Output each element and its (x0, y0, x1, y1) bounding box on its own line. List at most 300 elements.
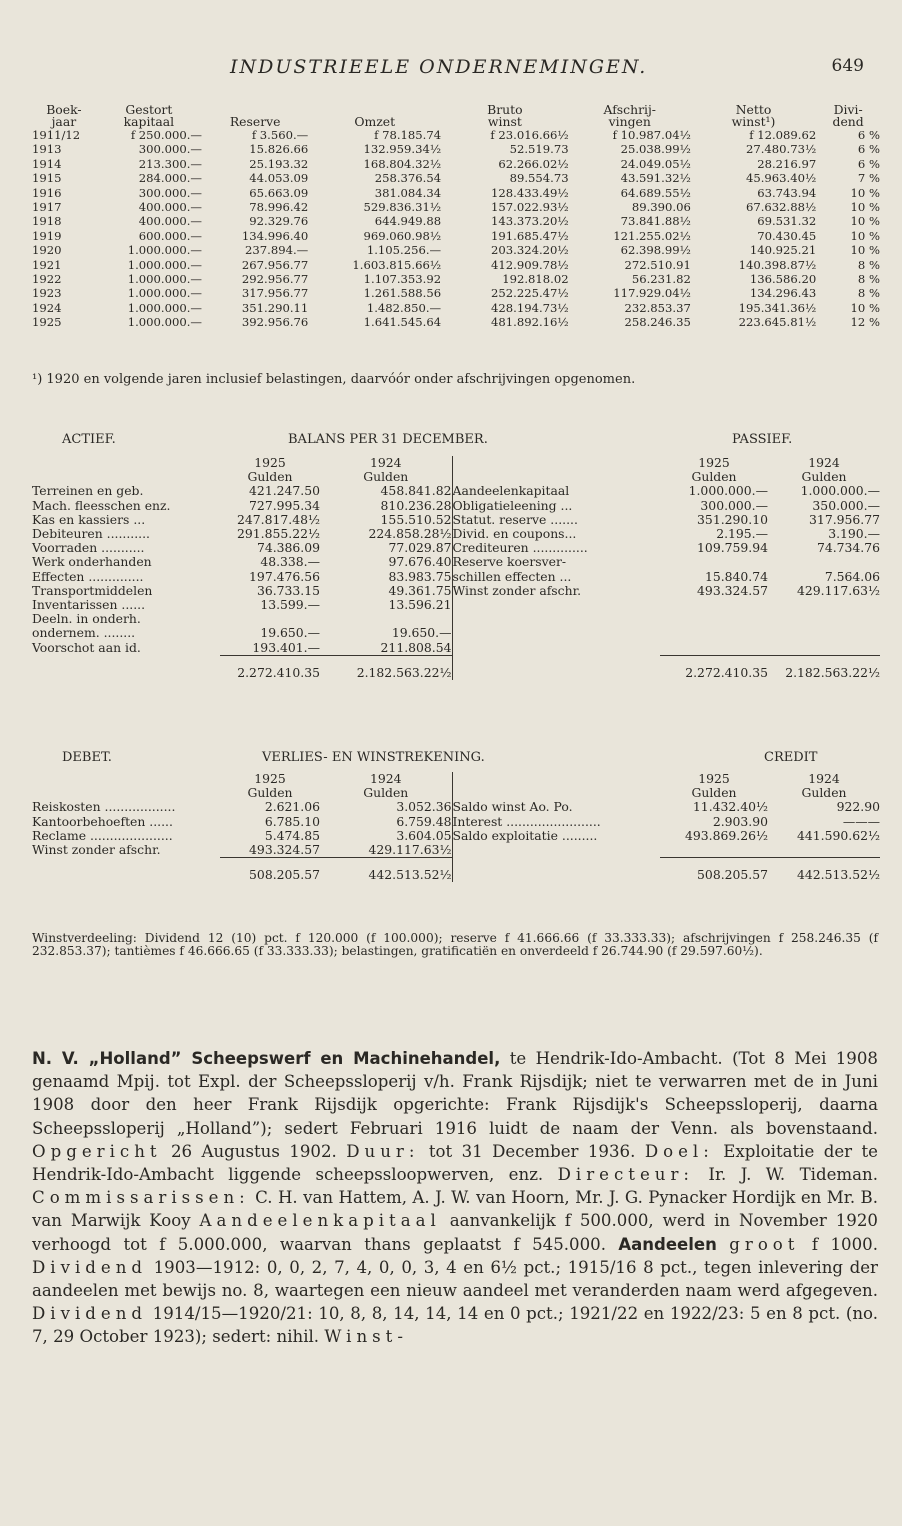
table-row (32, 858, 880, 883)
account-label: Crediteuren .............. (452, 541, 660, 555)
actief-label: ACTIEF. (62, 432, 116, 447)
amount: 1.000.000.— (800, 483, 880, 499)
amount: 317.956.77 (809, 511, 880, 527)
account-label: Inventarissen ...... (32, 597, 146, 613)
column-header: Boek- jaar (46, 102, 82, 129)
spacer (452, 456, 660, 470)
passief-label: PASSIEF. (732, 432, 793, 447)
entry-text: 26 Augustus 1902. (161, 1141, 347, 1161)
amount: 11.432.40½ (692, 799, 768, 815)
keyword-groot: groot (729, 1234, 800, 1254)
account-label: Saldo winst Ao. Po. (452, 800, 660, 814)
table-cell: 400.000.— (138, 214, 203, 229)
amount: 193.401.— (252, 639, 320, 655)
amount: 48.338.— (260, 554, 320, 570)
spacer (32, 858, 220, 883)
spacer (32, 772, 220, 786)
amount: 155.510.52 (380, 511, 452, 527)
account-label: Kantoorbehoeften ...... (32, 813, 173, 829)
total-amount: 442.513.52½ (320, 858, 452, 883)
spacer (452, 786, 660, 800)
table-row (32, 315, 880, 329)
entry-text: f 1000. (799, 1234, 878, 1254)
table-row (32, 200, 880, 214)
verlies-heading (32, 750, 878, 768)
table-cell: 1.105.256.— (366, 243, 442, 258)
year-header: 1924 (808, 771, 840, 786)
entry-text: C. H. van Hattem, A. J. W. van Hoorn, Mr. J. G. Pynacker Hordijk en Mr. B. van Marwijk Kooy (32, 1188, 878, 1231)
table-cell: 1924 (32, 300, 62, 315)
table-cell: 134.296.43 (749, 286, 817, 301)
spacer (452, 772, 660, 786)
account-label: Mach. fleesschen enz. (32, 497, 171, 513)
account-label: Aandeelenkapitaal (452, 484, 660, 498)
table-cell: 252.225.47½ (491, 286, 569, 301)
table-cell: 10 % (850, 200, 880, 215)
unit-header: Gulden (247, 785, 293, 801)
amount: 197.476.56 (249, 568, 320, 584)
spacer (32, 786, 220, 800)
table-row (32, 286, 880, 300)
table-cell: 1.000.000.— (127, 300, 203, 315)
column-header: Bruto winst (487, 102, 523, 129)
table-cell: 1.603.815.66½ (352, 257, 442, 272)
table-cell: 6 % (857, 142, 880, 157)
table-cell: 412.909.78½ (491, 257, 569, 272)
amount: 247.817.48½ (237, 511, 320, 527)
year-header: 1924 (369, 455, 402, 470)
amount: 6.759.48 (396, 813, 452, 829)
spacer (660, 612, 768, 626)
year-header: 1924 (369, 771, 402, 786)
keyword-doel: Doel: (644, 1141, 714, 1161)
table-cell: 7 % (857, 171, 880, 186)
table-cell: 1922 (32, 272, 62, 287)
table-cell: 10 % (850, 214, 880, 229)
table-cell: 69.531.32 (757, 214, 817, 229)
spacer (32, 655, 220, 680)
table-cell: 56.231.82 (631, 272, 691, 287)
table-cell: 62.266.02½ (498, 156, 569, 171)
table-cell: 1.641.545.64 (363, 315, 442, 330)
amount: 441.590.62½ (797, 827, 880, 843)
financial-history-table (32, 104, 880, 330)
table-cell: 213.300.— (138, 156, 203, 171)
amount: 2.621.06 (264, 799, 320, 815)
amount (320, 612, 452, 626)
account-label: Kas en kassiers ... (32, 511, 146, 527)
table-cell: 89.390.06 (631, 200, 691, 215)
table-cell: 1913 (32, 142, 62, 157)
table-row (32, 258, 880, 272)
table-row (32, 171, 880, 185)
entry-text: Exploitatie der te Hendrik-Ido-Ambacht liggende scheepssloopwerven, enz. (32, 1141, 878, 1185)
amount: 922.90 (836, 799, 880, 815)
table-cell: 27.480.73½ (745, 142, 817, 157)
verlies-table (32, 772, 880, 882)
table-cell: 1919 (32, 228, 62, 243)
table-cell: 267.956.77 (241, 257, 309, 272)
entry-text: te Hendrik-Ido-Ambacht. (Tot 8 Mei 1908 genaamd Mpij. tot Expl. der Scheepssloperij v/h. Frank Rijsdijk; niet te verwarren met de in Juni 1908 door den heer Frank Rijsdijk opgerichte: Frank Rijsdijk's Scheepssloperij, daarna Scheepssloperij „Holland”); sedert Februari 1916 luidt de naam der Venn. als bovenstaand. (32, 1049, 878, 1138)
table-cell: 191.685.47½ (491, 228, 569, 243)
amount: 77.029.87 (388, 540, 452, 556)
table-cell: 1.107.353.92 (363, 272, 442, 287)
table-cell: 392.956.76 (241, 315, 309, 330)
table-row (32, 157, 880, 171)
table-cell: 10 % (850, 300, 880, 315)
table-row (32, 301, 880, 315)
table-cell: 1.000.000.— (127, 257, 203, 272)
total-amount: 2.272.410.35 (660, 655, 768, 680)
amount: 429.117.63½ (797, 582, 880, 598)
account-label: Reclame ..................... (32, 827, 173, 843)
table-cell: 168.804.32½ (363, 156, 442, 171)
balans-table (32, 456, 880, 680)
table-row (32, 584, 880, 598)
table-row (32, 513, 880, 527)
table-cell: f 78.185.74 (374, 128, 442, 142)
account-label: Saldo exploitatie ......... (452, 829, 660, 843)
table-cell: 140.925.21 (749, 243, 817, 258)
amount: 13.596.21 (388, 597, 452, 613)
table-cell: 44.053.09 (249, 171, 309, 186)
table-row (32, 655, 880, 680)
keyword-duur: Duur: (346, 1141, 420, 1161)
entry-text: 1903—1912: 0, 0, 2, 7, 4, 0, 0, 3, 4 en 6½ pct.; 1915/16 8 pct., tegen inlevering der aandeelen met bewijs no. 8, waartegen een nieuw aandeel met veranderden naam werd afgegeven. (32, 1257, 878, 1301)
winstverdeeling: Winstverdeeling: Dividend 12 (10) pct. f 120.000 (f 100.000); reserve f 41.666.66 (f 33.333.33); afschrijvingen f 258.246.35 (f 232.853.37); tantièmes f 46.666.65 (f 33.333.33); belastingen, gratificatiën en onverdeeld f 26.744.90 (f 29.597.60½). (32, 931, 878, 959)
entry-text: 1914/15—1920/21: 10, 8, 8, 14, 14, 14 en 0 pct.; 1921/22 en 1922/23: 5 en 8 pct. (no. 7, 29 October 1923); sedert: nihil. (32, 1304, 878, 1347)
account-label: Terreinen en geb. (32, 483, 144, 499)
keyword-aandeelen: Aandeelen (618, 1234, 717, 1254)
table-row (32, 555, 880, 569)
table-cell: 12 % (850, 315, 880, 330)
column-header: Afschrij- vingen (603, 102, 656, 129)
table-cell: 140.398.87½ (738, 257, 817, 272)
unit-header: Gulden (691, 785, 737, 801)
running-title: INDUSTRIEELE ONDERNEMINGEN. (230, 56, 648, 78)
spacer (660, 641, 768, 656)
table-cell: 67.632.88½ (745, 200, 817, 215)
company-entry (32, 1047, 878, 1349)
table-cell: 258.246.35 (624, 315, 691, 330)
spacer (452, 626, 660, 640)
spacer (452, 843, 660, 858)
balans-heading (32, 432, 878, 450)
account-label: Voorraden ........... (32, 540, 145, 556)
amount: 2.903.90 (712, 813, 768, 829)
table-cell: 62.398.99½ (620, 243, 691, 258)
table-cell: f 3.560.— (251, 128, 309, 142)
table-row (32, 800, 880, 814)
total-amount: 508.205.57 (660, 858, 768, 883)
account-label: Effecten .............. (32, 568, 144, 584)
table-row (32, 815, 880, 829)
table-row (32, 843, 880, 858)
amount: 83.983.75 (388, 568, 452, 584)
unit-header: Gulden (801, 469, 847, 485)
table-row (32, 829, 880, 843)
spacer (452, 612, 660, 626)
account-label: Interest ........................ (452, 815, 660, 829)
entry-text: Ir. J. W. Tideman. (693, 1165, 878, 1185)
keyword-dividend: Dividend (32, 1304, 148, 1324)
amount: 3.190.— (828, 526, 880, 542)
company-name: N. V. „Holland” Scheepswerf en Machinehandel, (32, 1049, 501, 1068)
table-cell: 121.255.02½ (613, 228, 691, 243)
unit-header: Gulden (363, 785, 409, 801)
table-cell: 1.482.850.— (366, 300, 442, 315)
account-label: Reserve koersver- (452, 555, 660, 569)
balans-title: BALANS PER 31 DECEMBER. (288, 432, 488, 447)
table-row (32, 484, 880, 498)
total-amount: 508.205.57 (220, 858, 320, 883)
table-cell: 1923 (32, 286, 62, 301)
amount: 2.195.— (716, 526, 768, 542)
page-number: 649 (831, 56, 864, 76)
year-header: 1924 (808, 455, 840, 470)
table-cell: 529.836.31½ (363, 200, 442, 215)
table-cell: 73.841.88½ (620, 214, 691, 229)
table-cell: 70.430.45 (757, 228, 817, 243)
year-header: 1925 (254, 771, 286, 786)
amount: 6.785.10 (264, 813, 320, 829)
table-cell: f 10.987.04½ (612, 128, 691, 142)
table-cell: 428.194.73½ (491, 300, 569, 315)
spacer (452, 655, 660, 680)
table-cell: 1914 (32, 156, 62, 171)
table-cell: 400.000.— (138, 200, 203, 215)
table-cell: 24.049.05½ (620, 156, 691, 171)
table-cell: 284.000.— (138, 171, 203, 186)
running-header (0, 56, 902, 86)
table-cell: 969.060.98½ (363, 228, 442, 243)
table-cell: 136.586.20 (749, 272, 817, 287)
table-cell: 134.996.40 (241, 228, 309, 243)
table-cell: 63.743.94 (757, 185, 817, 200)
amount: 74.386.09 (256, 540, 320, 556)
account-label: schillen effecten ... (452, 570, 660, 584)
amount: 350.000.— (812, 497, 880, 513)
amount (220, 612, 320, 626)
table-cell: 203.324.20½ (491, 243, 569, 258)
table-cell: 300.000.— (138, 142, 203, 157)
table-cell: 300.000.— (138, 185, 203, 200)
table-row (32, 598, 880, 612)
table-cell: 157.022.93½ (491, 200, 569, 215)
account-label: Voorschot aan id. (32, 639, 141, 655)
account-label: Transportmiddelen (32, 582, 153, 598)
account-label: Deeln. in onderh. (32, 611, 141, 627)
table-cell: 1917 (32, 200, 62, 215)
keyword-dividend: Dividend (32, 1257, 148, 1277)
keyword-winst: Winst- (324, 1327, 408, 1347)
table-cell: 43.591.32½ (620, 171, 691, 186)
column-header: Reserve (229, 114, 281, 129)
account-label: Debiteuren ........... (32, 526, 150, 542)
table-cell: 1925 (32, 315, 62, 330)
table-cell: 317.956.77 (241, 286, 309, 301)
account-label: Winst zonder afschr. (32, 842, 161, 858)
spacer (660, 598, 768, 612)
table-cell: 45.963.40½ (745, 171, 817, 186)
table-cell: 132.959.34½ (363, 142, 442, 157)
table-cell: 65.663.09 (249, 185, 309, 200)
table-footnote: ¹) 1920 en volgende jaren inclusief belastingen, daarvóór onder afschrijvingen opgenomen. (32, 372, 636, 387)
table-row (32, 229, 880, 243)
table-cell: 10 % (850, 228, 880, 243)
table-row (32, 128, 880, 142)
spacer (660, 626, 768, 640)
amount: 19.650.— (260, 625, 320, 641)
year-header: 1925 (698, 455, 730, 470)
table-cell: 52.519.73 (509, 142, 569, 157)
spacer (452, 598, 660, 612)
table-cell: 1920 (32, 243, 62, 258)
account-label: Werk onderhanden (32, 554, 152, 570)
amount: 493.324.57 (249, 842, 320, 858)
table-row (32, 272, 880, 286)
keyword-opgericht: Opgericht (32, 1141, 162, 1161)
amount: 97.676.40 (388, 554, 452, 570)
table-row (32, 612, 880, 626)
spacer (768, 598, 880, 612)
amount: 493.324.57 (697, 582, 768, 598)
spacer (768, 612, 880, 626)
table-cell: 25.038.99½ (620, 142, 691, 157)
amount: 5.474.85 (264, 827, 320, 843)
table-cell: 1.000.000.— (127, 286, 203, 301)
year-header: 1925 (254, 455, 286, 470)
column-header: Omzet (354, 114, 396, 129)
spacer (768, 626, 880, 640)
spacer (660, 843, 768, 858)
keyword-directeur: Directeur: (557, 1165, 694, 1185)
amount: 224.858.28½ (368, 526, 452, 542)
table-cell: 64.689.55½ (620, 185, 691, 200)
spacer (32, 456, 220, 470)
table-cell: f 250.000.— (130, 128, 203, 142)
table-row (32, 142, 880, 156)
table-cell: 15.826.66 (249, 142, 309, 157)
amount (660, 555, 768, 569)
account-label: Statut. reserve ....... (452, 513, 660, 527)
table-cell: 232.853.37 (624, 300, 691, 315)
account-label: Divid. en coupons... (452, 527, 660, 541)
table-cell: 258.376.54 (374, 171, 442, 186)
table-row (32, 541, 880, 555)
table-cell: 195.341.36½ (738, 300, 817, 315)
table-cell: 381.084.34 (374, 185, 442, 200)
table-cell: 644.949.88 (374, 214, 442, 229)
table-row (32, 243, 880, 257)
amount: ——— (842, 813, 880, 829)
spacer (32, 470, 220, 484)
table-row (32, 772, 880, 786)
table-cell: 128.433.49½ (491, 185, 569, 200)
account-label: Winst zonder afschr. (452, 584, 660, 598)
total-amount: 2.272.410.35 (220, 655, 320, 680)
table-cell: 1918 (32, 214, 62, 229)
spacer (768, 843, 880, 858)
amount: 74.734.76 (816, 540, 880, 556)
spacer (452, 470, 660, 484)
amount: 291.855.22½ (237, 526, 320, 542)
amount: 493.869.26½ (685, 827, 768, 843)
table-cell: 1915 (32, 171, 62, 186)
amount: 300.000.— (700, 497, 768, 513)
year-header: 1925 (698, 771, 730, 786)
table-cell: 89.554.73 (509, 171, 569, 186)
amount: 458.841.82 (380, 483, 452, 499)
table-cell: 237.894.— (245, 243, 309, 258)
table-row (32, 527, 880, 541)
table-cell: 600.000.— (138, 228, 203, 243)
table-cell: 143.373.20½ (491, 214, 569, 229)
debet-label: DEBET. (62, 750, 112, 765)
table-cell: 78.996.42 (249, 200, 309, 215)
table-cell: 117.929.04½ (613, 286, 691, 301)
total-amount: 2.182.563.22½ (320, 655, 452, 680)
amount: 727.995.34 (249, 497, 320, 513)
table-cell: f 23.016.66½ (490, 128, 569, 142)
amount: 810.236.28 (380, 497, 452, 513)
unit-header: Gulden (363, 469, 409, 485)
amount: 49.361.75 (388, 582, 452, 598)
amount: 421.247.50 (249, 483, 320, 499)
table-cell: 192.818.02 (502, 272, 569, 287)
table-row (32, 570, 880, 584)
table-cell: 10 % (850, 185, 880, 200)
total-amount: 2.182.563.22½ (768, 655, 880, 680)
spacer (768, 641, 880, 656)
amount: 7.564.06 (824, 568, 880, 584)
spacer (452, 858, 660, 883)
table-cell: 1916 (32, 185, 62, 200)
table-cell: 1921 (32, 257, 62, 272)
table-cell: 1.000.000.— (127, 315, 203, 330)
amount: 15.840.74 (704, 568, 768, 584)
total-amount: 442.513.52½ (768, 858, 880, 883)
table-row (32, 456, 880, 470)
table-cell: 8 % (857, 286, 880, 301)
amount: 13.599.— (260, 597, 320, 613)
amount: 211.808.54 (380, 639, 452, 655)
table-row (32, 641, 880, 656)
credit-label: CREDIT (764, 750, 818, 765)
table-cell: 1.000.000.— (127, 243, 203, 258)
table-cell: 1.000.000.— (127, 272, 203, 287)
amount: 36.733.15 (256, 582, 320, 598)
column-header: Netto winst¹) (731, 102, 776, 129)
entry-text: aanvankelijk f 500.000, werd in November 1920 verhoogd tot f 5.000.000, waarvan thans geplaatst f 545.000. (32, 1211, 878, 1254)
table-cell: 25.193.32 (249, 156, 309, 171)
account-label: Reiskosten .................. (32, 799, 176, 815)
table-cell: 10 % (850, 243, 880, 258)
amount: 19.650.— (391, 625, 452, 641)
table-cell: 272.510.91 (624, 257, 691, 272)
table-cell: 351.290.11 (241, 300, 309, 315)
amount: 351.290.10 (697, 511, 768, 527)
spacer (452, 641, 660, 656)
unit-header: Gulden (247, 469, 293, 485)
table-cell: 6 % (857, 156, 880, 171)
account-label: Obligatieleening ... (452, 499, 660, 513)
column-header: Gestort kapitaal (123, 102, 175, 129)
table-cell: 223.645.81½ (738, 315, 817, 330)
table-cell: 28.216.97 (757, 156, 817, 171)
table-cell: 8 % (857, 272, 880, 287)
amount: 3.604.05 (396, 827, 452, 843)
